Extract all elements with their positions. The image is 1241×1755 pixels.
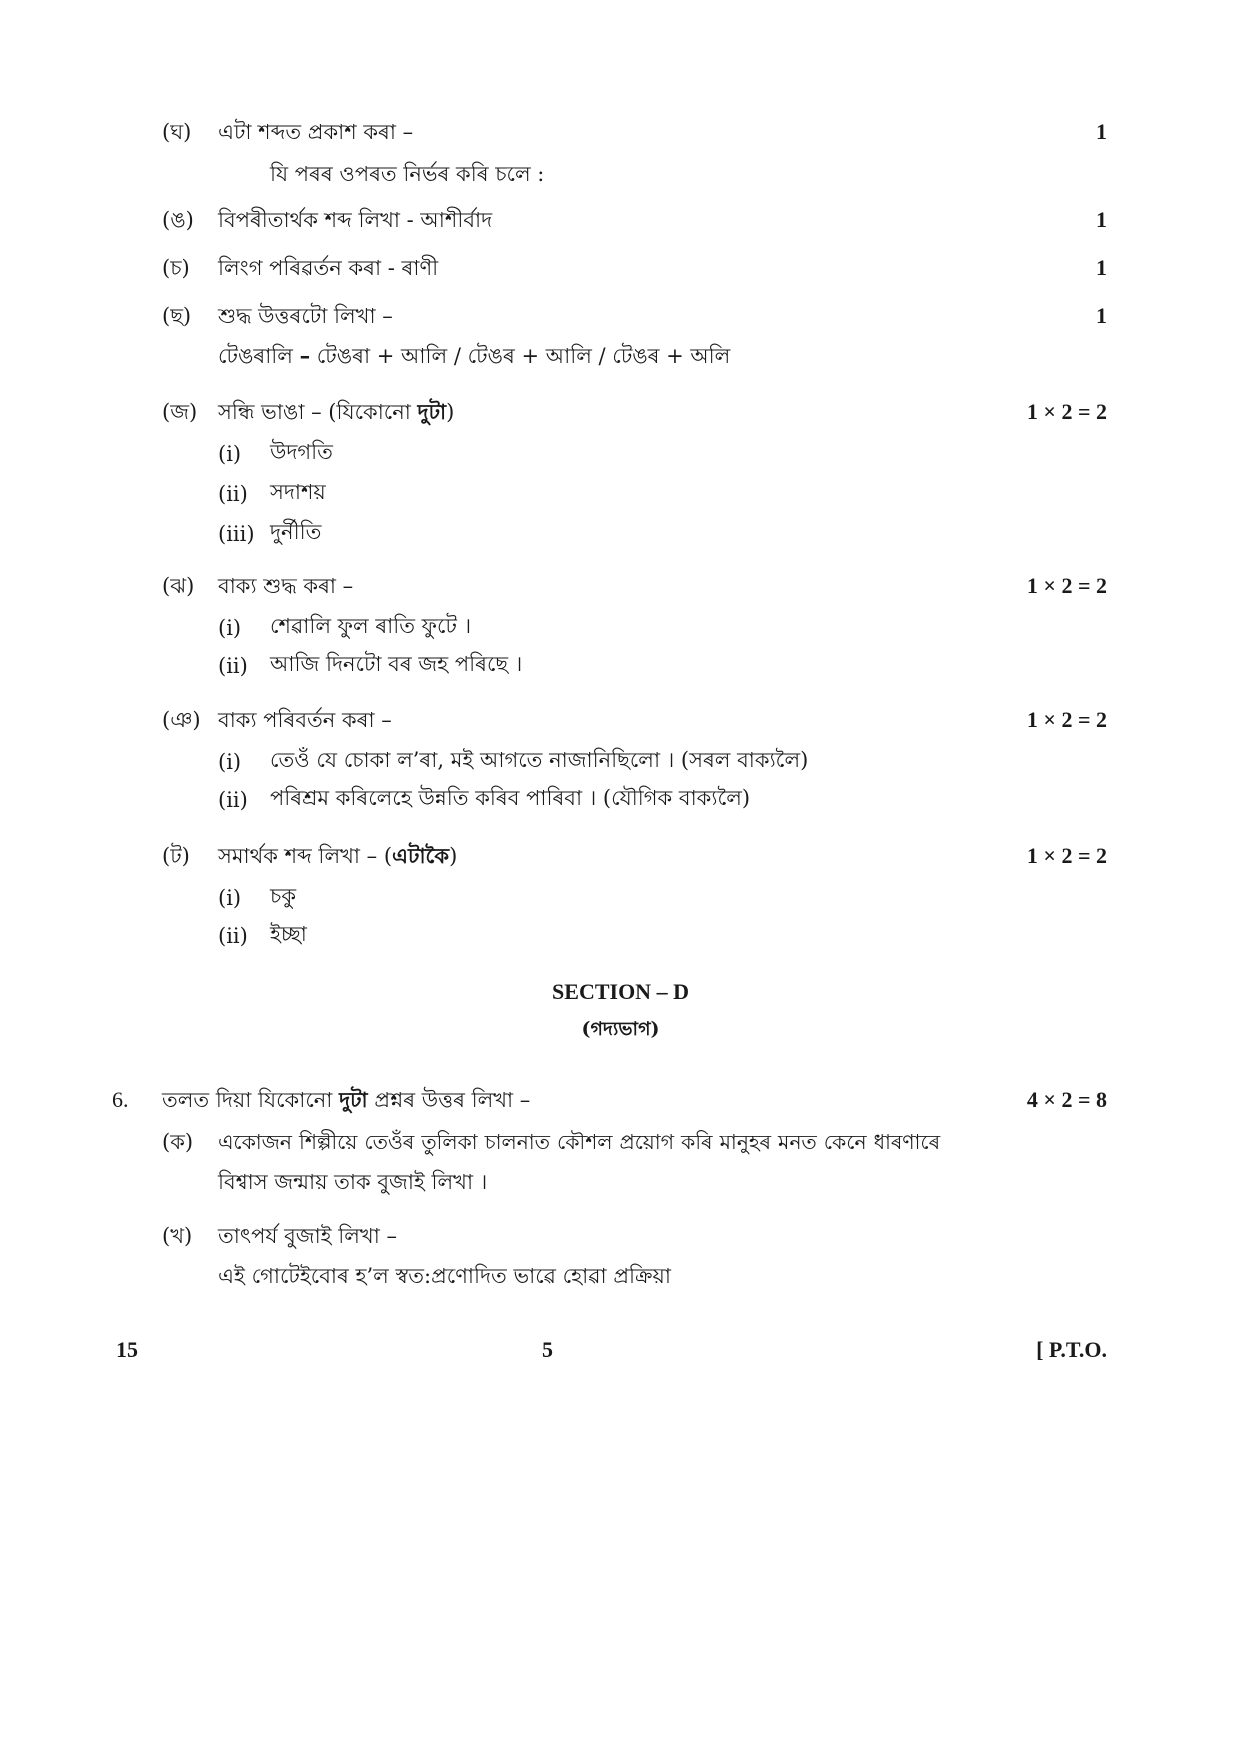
sub-number: (iii) xyxy=(218,522,255,546)
item-text-ka-line1: একোজন শিল্পীয়ে তেওঁৰ তুলিকা চালনাত কৌশল প্ৰয়োগ কৰি মানুহৰ মনত কেনে ধাৰণাৰে xyxy=(218,1130,940,1154)
sub-text: চকু xyxy=(270,884,297,908)
pto-label: [ P.T.O. xyxy=(1036,1337,1107,1362)
item-question-cha: লিংগ পৰিৱৰ্তন কৰা - ৰাণী xyxy=(218,256,439,280)
item-line2-gha: যি পৰৰ ওপৰত নিৰ্ভৰ কৰি চলে : xyxy=(270,162,545,186)
item-question-ta-bold: এটাকৈ xyxy=(392,843,450,868)
item-question-ja-bold: দুটা xyxy=(417,399,447,424)
item-label-jha: (ঝ) xyxy=(162,574,195,598)
item-label-unga: (ঙ) xyxy=(162,208,194,232)
sub-number: (i) xyxy=(218,442,242,466)
item-line2-chha xyxy=(218,342,730,370)
item-marks-ja: 1 × 2 = 2 xyxy=(1026,399,1107,424)
item-line2-chha-b: টেঙৰা + আলি / টেঙৰ + আলি / টেঙৰ + অলি xyxy=(310,344,731,368)
item-label-gha: (ঘ) xyxy=(162,120,192,144)
item-label-chha: (ছ) xyxy=(162,304,192,328)
item-label-ka: (ক) xyxy=(162,1130,194,1154)
item-question-ta-a: সমাৰ্থক শব্দ লিখা – ( xyxy=(218,844,393,868)
item-text-kha-line2: এই গোটেইবোৰ হ’ল স্বত:প্ৰণোদিত ভাৱে হোৱা প্ৰক্ৰিয়া xyxy=(218,1264,672,1288)
item-label-ja: (জ) xyxy=(162,400,198,424)
question-text-a: তলত দিয়া যিকোনো xyxy=(162,1088,340,1112)
section-title: SECTION – D xyxy=(552,979,689,1004)
sub-text: সদাশয় xyxy=(270,480,326,504)
item-question-ja-a: সন্ধি ভাঙা – (যিকোনো xyxy=(218,400,418,424)
item-text-kha-line1: তাৎপৰ্য বুজাই লিখা – xyxy=(218,1224,397,1248)
sub-text: উদগতি xyxy=(270,440,333,464)
sub-number: (i) xyxy=(218,616,242,640)
item-question-jha: বাক্য শুদ্ধ কৰা – xyxy=(218,574,354,598)
item-question-ja-b: ) xyxy=(446,400,455,424)
item-label-nya: (ঞ) xyxy=(162,708,201,732)
sub-text: শেৱালি ফুল ৰাতি ফুটে । xyxy=(270,614,472,638)
footer-code: 15 xyxy=(116,1337,138,1362)
item-question-gha: এটা শব্দত প্ৰকাশ কৰা – xyxy=(218,120,414,144)
question-number: 6. xyxy=(112,1087,129,1112)
question-text-bold: দুটা xyxy=(339,1087,368,1112)
item-marks-gha: 1 xyxy=(1096,119,1107,144)
item-question-unga: বিপৰীতাৰ্থক শব্দ লিখা - আশীৰ্বাদ xyxy=(218,208,493,232)
question-marks: 4 × 2 = 8 xyxy=(1026,1087,1107,1112)
item-label-kha: (খ) xyxy=(162,1224,193,1248)
sub-number: (ii) xyxy=(218,482,248,506)
sub-number: (ii) xyxy=(218,924,248,948)
item-label-cha: (চ) xyxy=(162,256,190,280)
sub-number: (i) xyxy=(218,750,242,774)
item-question-chha: শুদ্ধ উত্তৰটো লিখা – xyxy=(218,304,393,328)
item-marks-cha: 1 xyxy=(1096,255,1107,280)
page-number: 5 xyxy=(542,1337,553,1362)
item-question-ta-b: ) xyxy=(449,844,458,868)
section-subtitle: (গদ্যভাগ) xyxy=(581,1018,660,1040)
item-line2-chha-dash: – xyxy=(299,343,311,368)
item-text-ka-line2: বিশ্বাস জন্মায় তাক বুজাই লিখা । xyxy=(218,1170,488,1194)
sub-text: পৰিশ্ৰম কৰিলেহে উন্নতি কৰিব পাৰিবা । (যৌগিক বাক্যলৈ) xyxy=(270,786,751,810)
item-marks-unga: 1 xyxy=(1096,207,1107,232)
sub-text: আজি দিনটো বৰ জহ পৰিছে । xyxy=(270,652,523,676)
sub-text: দুৰ্নীতি xyxy=(270,520,322,544)
item-marks-ta: 1 × 2 = 2 xyxy=(1026,843,1107,868)
item-question-nya: বাক্য পৰিবৰ্তন কৰা – xyxy=(218,708,392,732)
item-marks-chha: 1 xyxy=(1096,303,1107,328)
item-question-ta xyxy=(218,842,457,870)
sub-number: (ii) xyxy=(218,788,248,812)
sub-text: তেওঁ যে চোকা ল’ৰা, মই আগতে নাজানিছিলো । (সৰল বাক্যলৈ) xyxy=(270,748,809,772)
sub-text: ইচ্ছা xyxy=(270,922,307,946)
item-line2-chha-a: টেঙৰালি xyxy=(218,344,300,368)
sub-number: (i) xyxy=(218,886,242,910)
item-question-ja xyxy=(218,398,454,426)
item-marks-nya: 1 × 2 = 2 xyxy=(1026,707,1107,732)
item-marks-jha: 1 × 2 = 2 xyxy=(1026,573,1107,598)
item-label-ta: (ট) xyxy=(162,844,190,868)
question-text xyxy=(162,1086,530,1114)
sub-number: (ii) xyxy=(218,654,248,678)
question-text-b: প্ৰশ্নৰ উত্তৰ লিখা – xyxy=(367,1088,531,1112)
